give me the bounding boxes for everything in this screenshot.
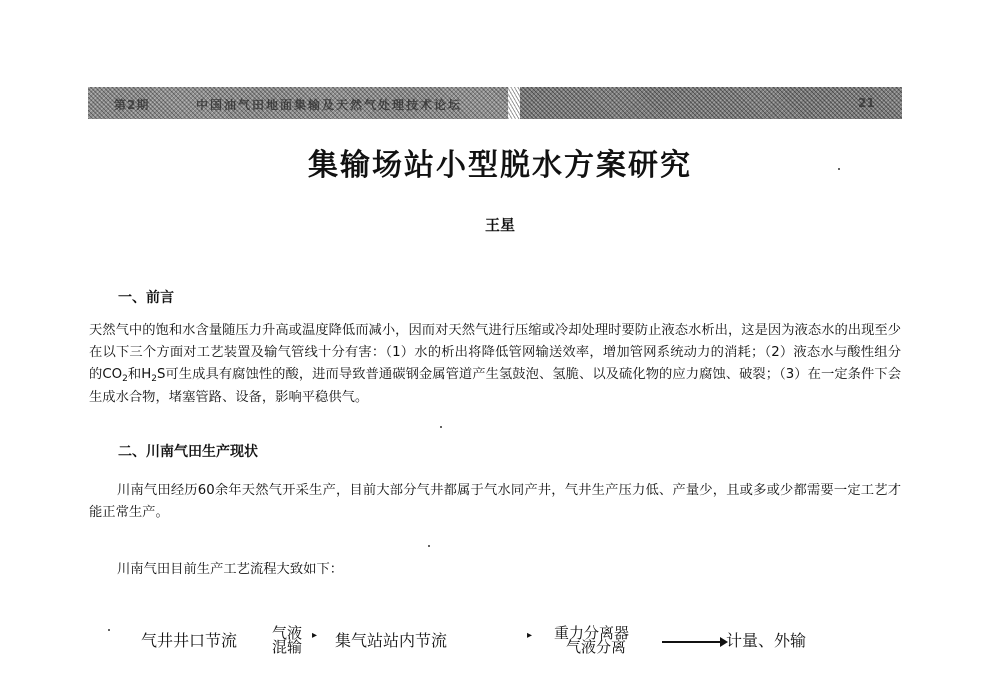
flow-mixed-bottom: 混输 (272, 638, 303, 656)
flow-separator-top: 重力分离器 (554, 624, 630, 642)
intro-text-1: 天然气中的饱和水含量随压力升高或温度降低而减小，因而对天然气进行压缩或冷却处理时要防止液态水析出，这是因为液态水的出现至少在以下三个方面对工艺装置及输气管线十分有害：（1）水的析出将降低管网输送效率，增加管网系统动力的消耗；（2）液态水与酸性组分的CO (89, 323, 901, 382)
article-title: 集输场站小型脱水方案研究 (308, 148, 692, 183)
header-page-number: 21 (858, 96, 875, 110)
header-issue: 第2期 (114, 98, 150, 112)
flow-step-wellhead-throttle: 气井井口节流 (141, 631, 238, 650)
scan-speck (428, 545, 430, 547)
header-running-title: 中国油气田地面集输及天然气处理技术论坛 (196, 98, 463, 112)
flow-arrow-1: ▸ (312, 630, 318, 641)
section-heading-intro: 一、前言 (118, 290, 174, 306)
status-paragraph: 川南气田经历60余年天然气开采生产，目前大部分气井都属于气水同产井，气井生产压力低、产量少，且或多或少都需要一定工艺才能正常生产。 (89, 483, 901, 520)
flow-step-mixed-transport (272, 626, 302, 654)
intro-text-2: 和H (127, 367, 152, 382)
scan-speck (838, 168, 840, 170)
scan-speck (108, 629, 110, 631)
intro-paragraph (89, 320, 901, 409)
article-author: 王星 (484, 216, 515, 234)
header-banner-gap (508, 87, 520, 119)
intro-text-3: S可生成具有腐蚀性的酸，进而导致普通碳钢金属管道产生氢鼓泡、氢脆、以及硫化物的应力腐蚀、破裂；（3）在一定条件下会生成水合物，堵塞管路、设备，影响平稳供气。 (89, 367, 901, 405)
flow-arrow-2: ▸ (527, 630, 533, 641)
flow-mixed-top: 气液 (272, 624, 303, 642)
section-heading-status: 二、川南气田生产现状 (118, 444, 258, 460)
h2s-subscript: 2 (151, 374, 157, 384)
flow-arrow-long (662, 641, 722, 643)
scan-speck (440, 426, 442, 428)
header-banner-right (520, 87, 902, 119)
flow-step-station-throttle: 集气站站内节流 (335, 631, 448, 650)
flow-step-metering-export: 计量、外输 (726, 631, 807, 650)
process-intro-paragraph: 川南气田目前生产工艺流程大致如下： (117, 562, 344, 577)
flow-separator-bottom: 气液分离 (566, 638, 627, 656)
flow-step-separation (554, 626, 629, 654)
co2-subscript: 2 (122, 374, 128, 384)
